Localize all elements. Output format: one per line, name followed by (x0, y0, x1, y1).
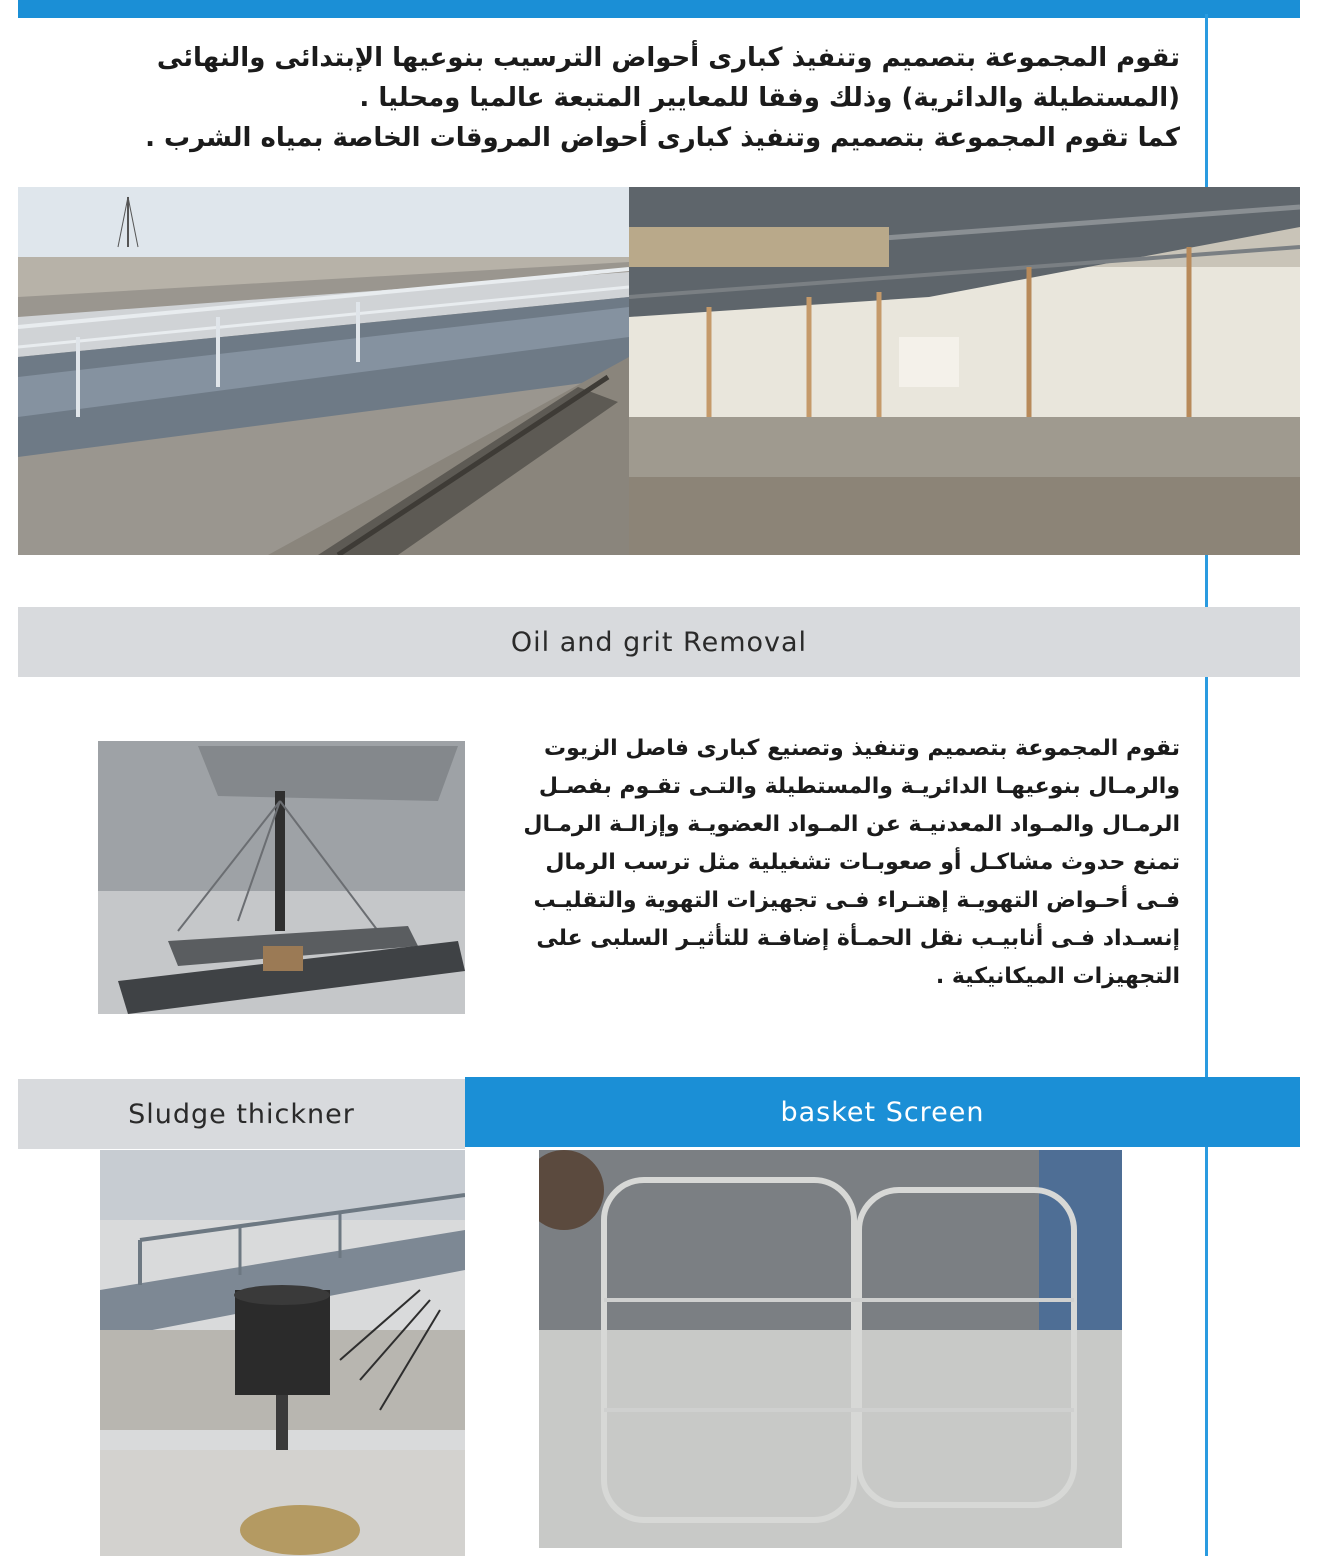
intro-line: تقوم المجموعة بتصميم وتنفيذ كبارى أحواض الترسيب بنوعيها الإبتدائى والنهائى (156, 43, 1180, 73)
oil-grit-paragraph (488, 730, 1180, 996)
top-accent-bar (18, 0, 1300, 18)
oil-grit-line: الرمـال والمـواد المعدنيـة عن المـواد العضويـة وإزالـة الرمـال (523, 812, 1180, 837)
workshop-photo (629, 187, 1300, 555)
basket-screen-photo (539, 1150, 1122, 1548)
intro-line: (المستطيلة والدائرية) وذلك وفقا للمعايير المتبعة عالميا ومحليا . (359, 83, 1180, 113)
oil-grit-line: التجهيزات الميكانيكية . (935, 964, 1180, 989)
intro-line: كما تقوم المجموعة بتصميم وتنفيذ كبارى أحواض المروقات الخاصة بمياه الشرب . (145, 123, 1180, 153)
oil-grit-line: والرمـال بنوعيهـا الدائريـة والمستطيلة والتـى تقـوم بفصـل (538, 774, 1180, 799)
intro-paragraph (95, 38, 1180, 158)
sludge-thickener-photo (100, 1150, 465, 1556)
oil-grit-line: تمنع حدوث مشاكـل أو صعوبـات تشغيلية مثل ترسب الرمال (545, 850, 1180, 875)
basket-screen-title: basket Screen (465, 1077, 1300, 1147)
oil-grit-section-title: Oil and grit Removal (18, 607, 1300, 677)
oil-grit-line: إنسـداد فـى أنابيـب نقل الحمـأة إضافـة للتأثيـر السلبى على (536, 926, 1180, 951)
bridge-walkway-photo (18, 187, 629, 555)
grit-remover-photo (98, 741, 465, 1014)
oil-grit-line: فـى أحـواض التهويـة إهتـراء فـى تجهيزات التهوية والتقليـب (533, 888, 1180, 913)
oil-grit-line: تقوم المجموعة بتصميم وتنفيذ وتصنيع كبارى فاصل الزيوت (544, 736, 1180, 761)
sludge-thickener-title: Sludge thickner (18, 1079, 465, 1149)
